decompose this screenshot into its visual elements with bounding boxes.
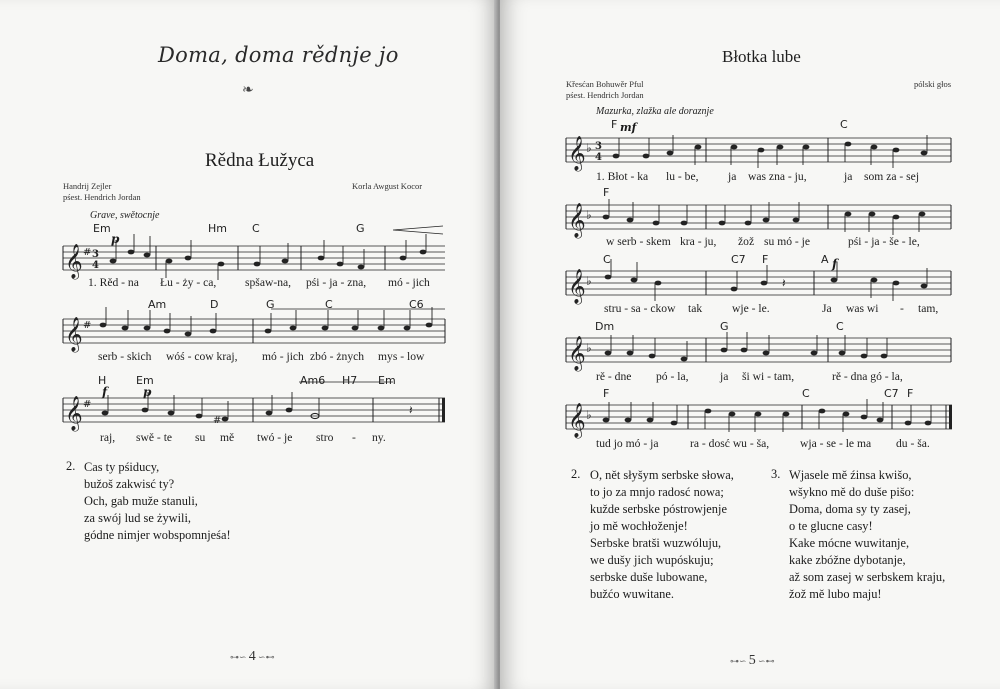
chord: Em: [93, 222, 111, 235]
ornament-icon: ⊶∽: [730, 656, 749, 666]
chord: F: [907, 387, 914, 400]
chord: Dm: [595, 320, 615, 333]
svg-text:𝄽: 𝄽: [409, 403, 413, 417]
dynamic-mark: p: [143, 385, 152, 399]
lyric-line: lu - be,: [666, 170, 699, 183]
verse-line: Cas ty pśiducy,: [84, 460, 160, 474]
chord: C: [836, 320, 844, 333]
lyric-line: -: [900, 302, 904, 315]
lyric-line: stro: [316, 431, 334, 444]
music-staff: [63, 240, 445, 280]
chord: Em: [136, 374, 154, 387]
svg-text:𝄞: 𝄞: [568, 403, 586, 438]
verse-number: 2.: [66, 459, 76, 473]
verse-line: gódne nimjer wobspomnjeśa!: [84, 528, 231, 542]
voice-label: pólski głos: [914, 79, 952, 89]
page-number-value: 4: [248, 649, 256, 664]
verse-line: jo mě wochłoženje!: [590, 519, 688, 533]
music-staff: [566, 132, 951, 172]
lyric-line: pśi - ja - še - le,: [848, 235, 920, 248]
chord: G: [266, 298, 275, 311]
svg-text:𝄞: 𝄞: [568, 203, 586, 238]
music-staff: [566, 199, 951, 239]
verse-line: za swój lud se żywili,: [84, 511, 192, 525]
svg-text:𝄞: 𝄞: [65, 317, 83, 352]
lyric-line: mě: [220, 431, 235, 444]
lyric-line: ši wi - tam,: [742, 370, 795, 383]
lyric-line: wje - le.: [732, 302, 770, 315]
lyric-line: su: [195, 431, 206, 444]
lyric-line: Łu - ży - ca,: [160, 276, 217, 289]
svg-text:♭: ♭: [586, 341, 592, 355]
chord: F: [762, 253, 769, 266]
lyric-line: 1. Błot - ka: [596, 170, 649, 183]
chord: Hm: [208, 222, 227, 235]
verse-line: až som zasej w serbskem kraju,: [789, 570, 946, 584]
verse-line: Och, gab muže stanuli,: [84, 494, 198, 508]
svg-text:𝄞: 𝄞: [65, 244, 83, 279]
chord: A: [821, 253, 829, 266]
lyric-line: žož: [738, 235, 755, 248]
verse-line: O, nět słyšym serbske słowa,: [590, 468, 734, 482]
svg-text:4: 4: [92, 260, 99, 271]
lyric-line: tam,: [918, 302, 939, 315]
lyric-line: twó - je: [257, 431, 293, 444]
verse-number: 3.: [771, 467, 781, 481]
lyric-line: was wi: [846, 302, 879, 315]
lyric-line: ja: [728, 170, 737, 183]
lyric-line: Ja: [822, 302, 832, 315]
music-staff: [566, 265, 951, 305]
verse-line: wšykno mě do duše pišo:: [789, 485, 915, 499]
chord: H7: [342, 374, 358, 387]
verse-line: Wjasele mě źinsa kwišo,: [789, 468, 912, 482]
chord: F: [611, 118, 618, 131]
lyric-line: ja: [720, 370, 729, 383]
verse-line: kake zbóžne dybotanje,: [789, 553, 906, 567]
lyricist: Křesćan Bohuwěr Pful: [566, 79, 644, 89]
lyric-line: som za - sej: [864, 170, 920, 183]
dynamic-mark: p: [111, 232, 120, 246]
arranger: pśest. Hendrich Jordan: [566, 90, 644, 100]
lyric-line: du - ša.: [896, 437, 930, 450]
svg-text:♭: ♭: [586, 208, 592, 222]
verse-line: o te glucne casy!: [789, 519, 873, 533]
ornament-icon: ∽⊷: [755, 656, 775, 666]
page-number: [730, 653, 775, 669]
music-staff: [566, 399, 952, 439]
chord: F: [603, 186, 610, 199]
dynamic-mark: f: [832, 257, 838, 271]
chord: C6: [409, 298, 424, 311]
lyric-line: rě - dne: [596, 370, 632, 383]
tempo-marking: Mazurka, zlažka ale doraznje: [596, 106, 714, 117]
svg-text:4: 4: [595, 152, 602, 163]
verse-line: Serbske bratši wuzwóluju,: [590, 536, 722, 550]
lyric-line: 1. Rěd - na: [88, 276, 139, 289]
lyric-line: su mó - je: [764, 235, 811, 248]
page-number: [230, 649, 275, 665]
chord: C: [840, 118, 848, 131]
chord: C: [603, 253, 611, 266]
svg-text:#: #: [83, 320, 92, 331]
svg-text:♭: ♭: [586, 408, 592, 422]
svg-text:#: #: [83, 399, 92, 410]
chord: Em: [378, 374, 396, 387]
lyric-line: kra - ju,: [680, 235, 717, 248]
chord: Am6: [300, 374, 326, 387]
chord: G: [356, 222, 365, 235]
lyric-line: mó - jich: [262, 350, 304, 363]
svg-text:𝄞: 𝄞: [65, 396, 83, 431]
svg-text:3: 3: [595, 141, 602, 152]
lyric-line: serb - skich: [98, 350, 152, 363]
svg-text:3: 3: [92, 249, 99, 260]
chord: D: [210, 298, 219, 311]
lyric-line: -: [352, 431, 356, 444]
lyric-line: spšaw-na,: [245, 276, 292, 289]
chord: C: [802, 387, 810, 400]
lyric-line: w serb - skem: [606, 235, 671, 248]
left-page: [0, 0, 498, 689]
section-title: Doma, doma rědnje jo: [158, 43, 399, 67]
lyric-line: wja - se - le ma: [800, 437, 872, 450]
lyric-line: tak: [688, 302, 703, 315]
lyric-line: stru - sa - ckow: [604, 302, 676, 315]
arranger: pśest. Hendrich Jordan: [63, 192, 141, 202]
music-staff: [566, 332, 951, 372]
lyric-line: was zna - ju,: [748, 170, 807, 183]
verse-line: bužćo wuwitane.: [590, 587, 674, 601]
dynamic-mark: f: [102, 385, 108, 399]
lyric-line: ny.: [372, 431, 386, 444]
verse-line: bužoš zakwisć ty?: [84, 477, 175, 491]
svg-text:#: #: [213, 415, 222, 426]
lyricist: Handrij Zejler: [63, 181, 112, 191]
chord: C: [252, 222, 260, 235]
svg-text:𝄞: 𝄞: [568, 136, 586, 171]
chord: F: [603, 387, 610, 400]
dynamic-mark: mf: [620, 121, 637, 134]
lyric-line: wóś - cow kraj,: [166, 350, 238, 363]
svg-text:𝄞: 𝄞: [568, 269, 586, 304]
svg-text:♭: ♭: [586, 274, 592, 288]
lyric-line: mó - jich: [388, 276, 430, 289]
ornament-icon: ❧: [242, 83, 254, 98]
chord: C7: [731, 253, 746, 266]
music-staff: [63, 392, 445, 432]
lyric-line: rě - dna gó - la,: [832, 370, 903, 383]
lyric-line: tud jo mó - ja: [596, 437, 659, 450]
verse-line: we dušy jich wupóskuju;: [590, 553, 714, 567]
composer: Korla Awgust Kocor: [352, 181, 423, 191]
chord: G: [720, 320, 729, 333]
song-title: Błotka lube: [722, 47, 801, 66]
chord: C7: [884, 387, 899, 400]
ornament-icon: ∽⊷: [255, 652, 275, 662]
verse-line: kužde serbske póstrowjenje: [590, 502, 727, 516]
verse-number: 2.: [571, 467, 581, 481]
svg-text:#: #: [83, 247, 92, 258]
right-page: [500, 0, 1000, 689]
lyric-line: pśi - ja - zna,: [306, 276, 367, 289]
chord: H: [98, 374, 107, 387]
verse-line: Kake mócne wuwitanje,: [789, 536, 910, 550]
tempo-marking: Grave, swětocnje: [90, 210, 160, 221]
verse-line: to jo za mnjo radosć nowa;: [590, 485, 724, 499]
lyric-line: swě - te: [136, 431, 173, 444]
verse-line: Doma, doma sy ty zasej,: [789, 502, 911, 516]
svg-text:𝄽: 𝄽: [782, 276, 786, 290]
lyric-line: ra - dosć wu - ša,: [690, 437, 770, 450]
song-title: Rědna Łužyca: [205, 150, 315, 171]
lyric-line: mys - low: [378, 350, 425, 363]
lyric-line: raj,: [100, 431, 116, 444]
chord: Am: [148, 298, 167, 311]
verse-line: žož mě lubo maju!: [789, 587, 882, 601]
lyric-line: ja: [844, 170, 853, 183]
page-number-value: 5: [748, 653, 756, 668]
verse-line: serbske duše lubowane,: [590, 570, 708, 584]
svg-text:𝄞: 𝄞: [568, 336, 586, 371]
chord: C: [325, 298, 333, 311]
svg-text:♭: ♭: [586, 141, 592, 155]
music-staff: [63, 313, 445, 353]
ornament-icon: ⊶∽: [230, 652, 249, 662]
lyric-line: pó - la,: [656, 370, 689, 383]
lyric-line: zbó - żnych: [310, 350, 365, 363]
